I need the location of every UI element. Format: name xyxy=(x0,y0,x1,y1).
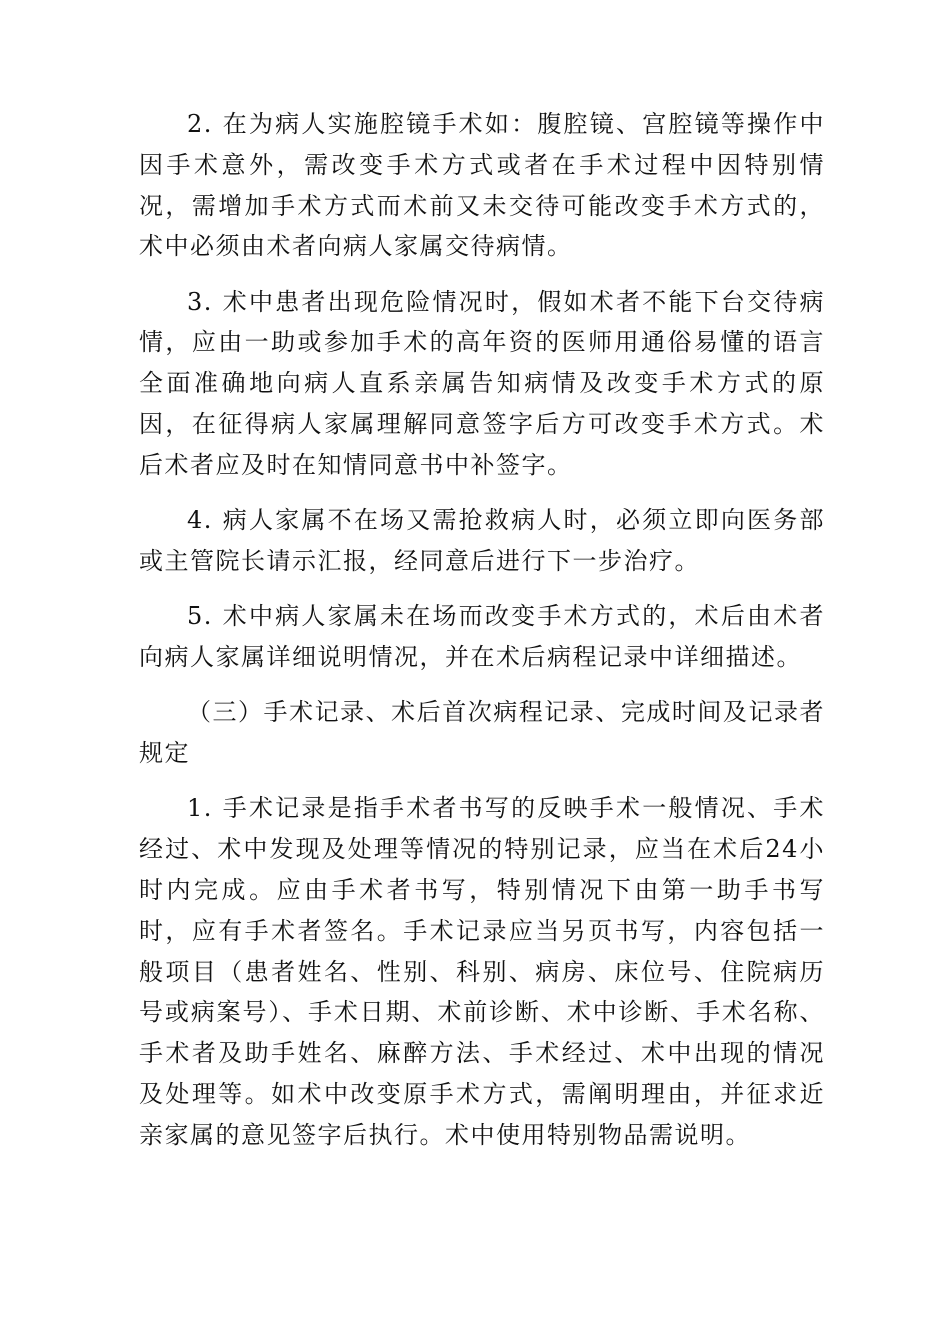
paragraph-item-1: 1. 手术记录是指手术者书写的反映手术一般情况、手术经过、术中发现及处理等情况的特别记录，应当在术后24小时内完成。应由手术者书写，特别情况下由第一助手书写时，应有手术者签名。手术记录应当另页书写，内容包括一般项目（患者姓名、性别、科别、病房、床位号、住院病历号或病案号）、手术日期、术前诊断、术中诊断、手术名称、手术者及助手姓名、麻醉方法、手术经过、术中出现的情况及处理等。如术中改变原手术方式，需阐明理由，并征求近亲家属的意见签字后执行。术中使用特别物品需说明。 xyxy=(139,794,825,1149)
paragraph-item-3: 3. 术中患者出现危险情况时，假如术者不能下台交待病情，应由一助或参加手术的高年资的医师用通俗易懂的语言全面准确地向病人直系亲属告知病情及改变手术方式的原因，在征得病人家属理解同意签字后方可改变手术方式。术后术者应及时在知情同意书中补签字。 xyxy=(139,287,825,479)
paragraph-item-4: 4. 病人家属不在场又需抢救病人时，必须立即向医务部或主管院长请示汇报，经同意后进行下一步治疗。 xyxy=(139,506,825,575)
document-body xyxy=(139,104,825,1170)
paragraph-item-5: 5. 术中病人家属未在场而改变手术方式的，术后由术者向病人家属详细说明情况，并在术后病程记录中详细描述。 xyxy=(139,602,825,672)
paragraph-item-2: 2. 在为病人实施腔镜手术如：腹腔镜、宫腔镜等操作中因手术意外，需改变手术方式或者在手术过程中因特别情况，需增加手术方式而术前又未交待可能改变手术方式的，术中必须由术者向病人家属交待病情。 xyxy=(139,110,825,261)
section-heading-3: （三）手术记录、术后首次病程记录、完成时间及记录者规定 xyxy=(139,698,825,768)
